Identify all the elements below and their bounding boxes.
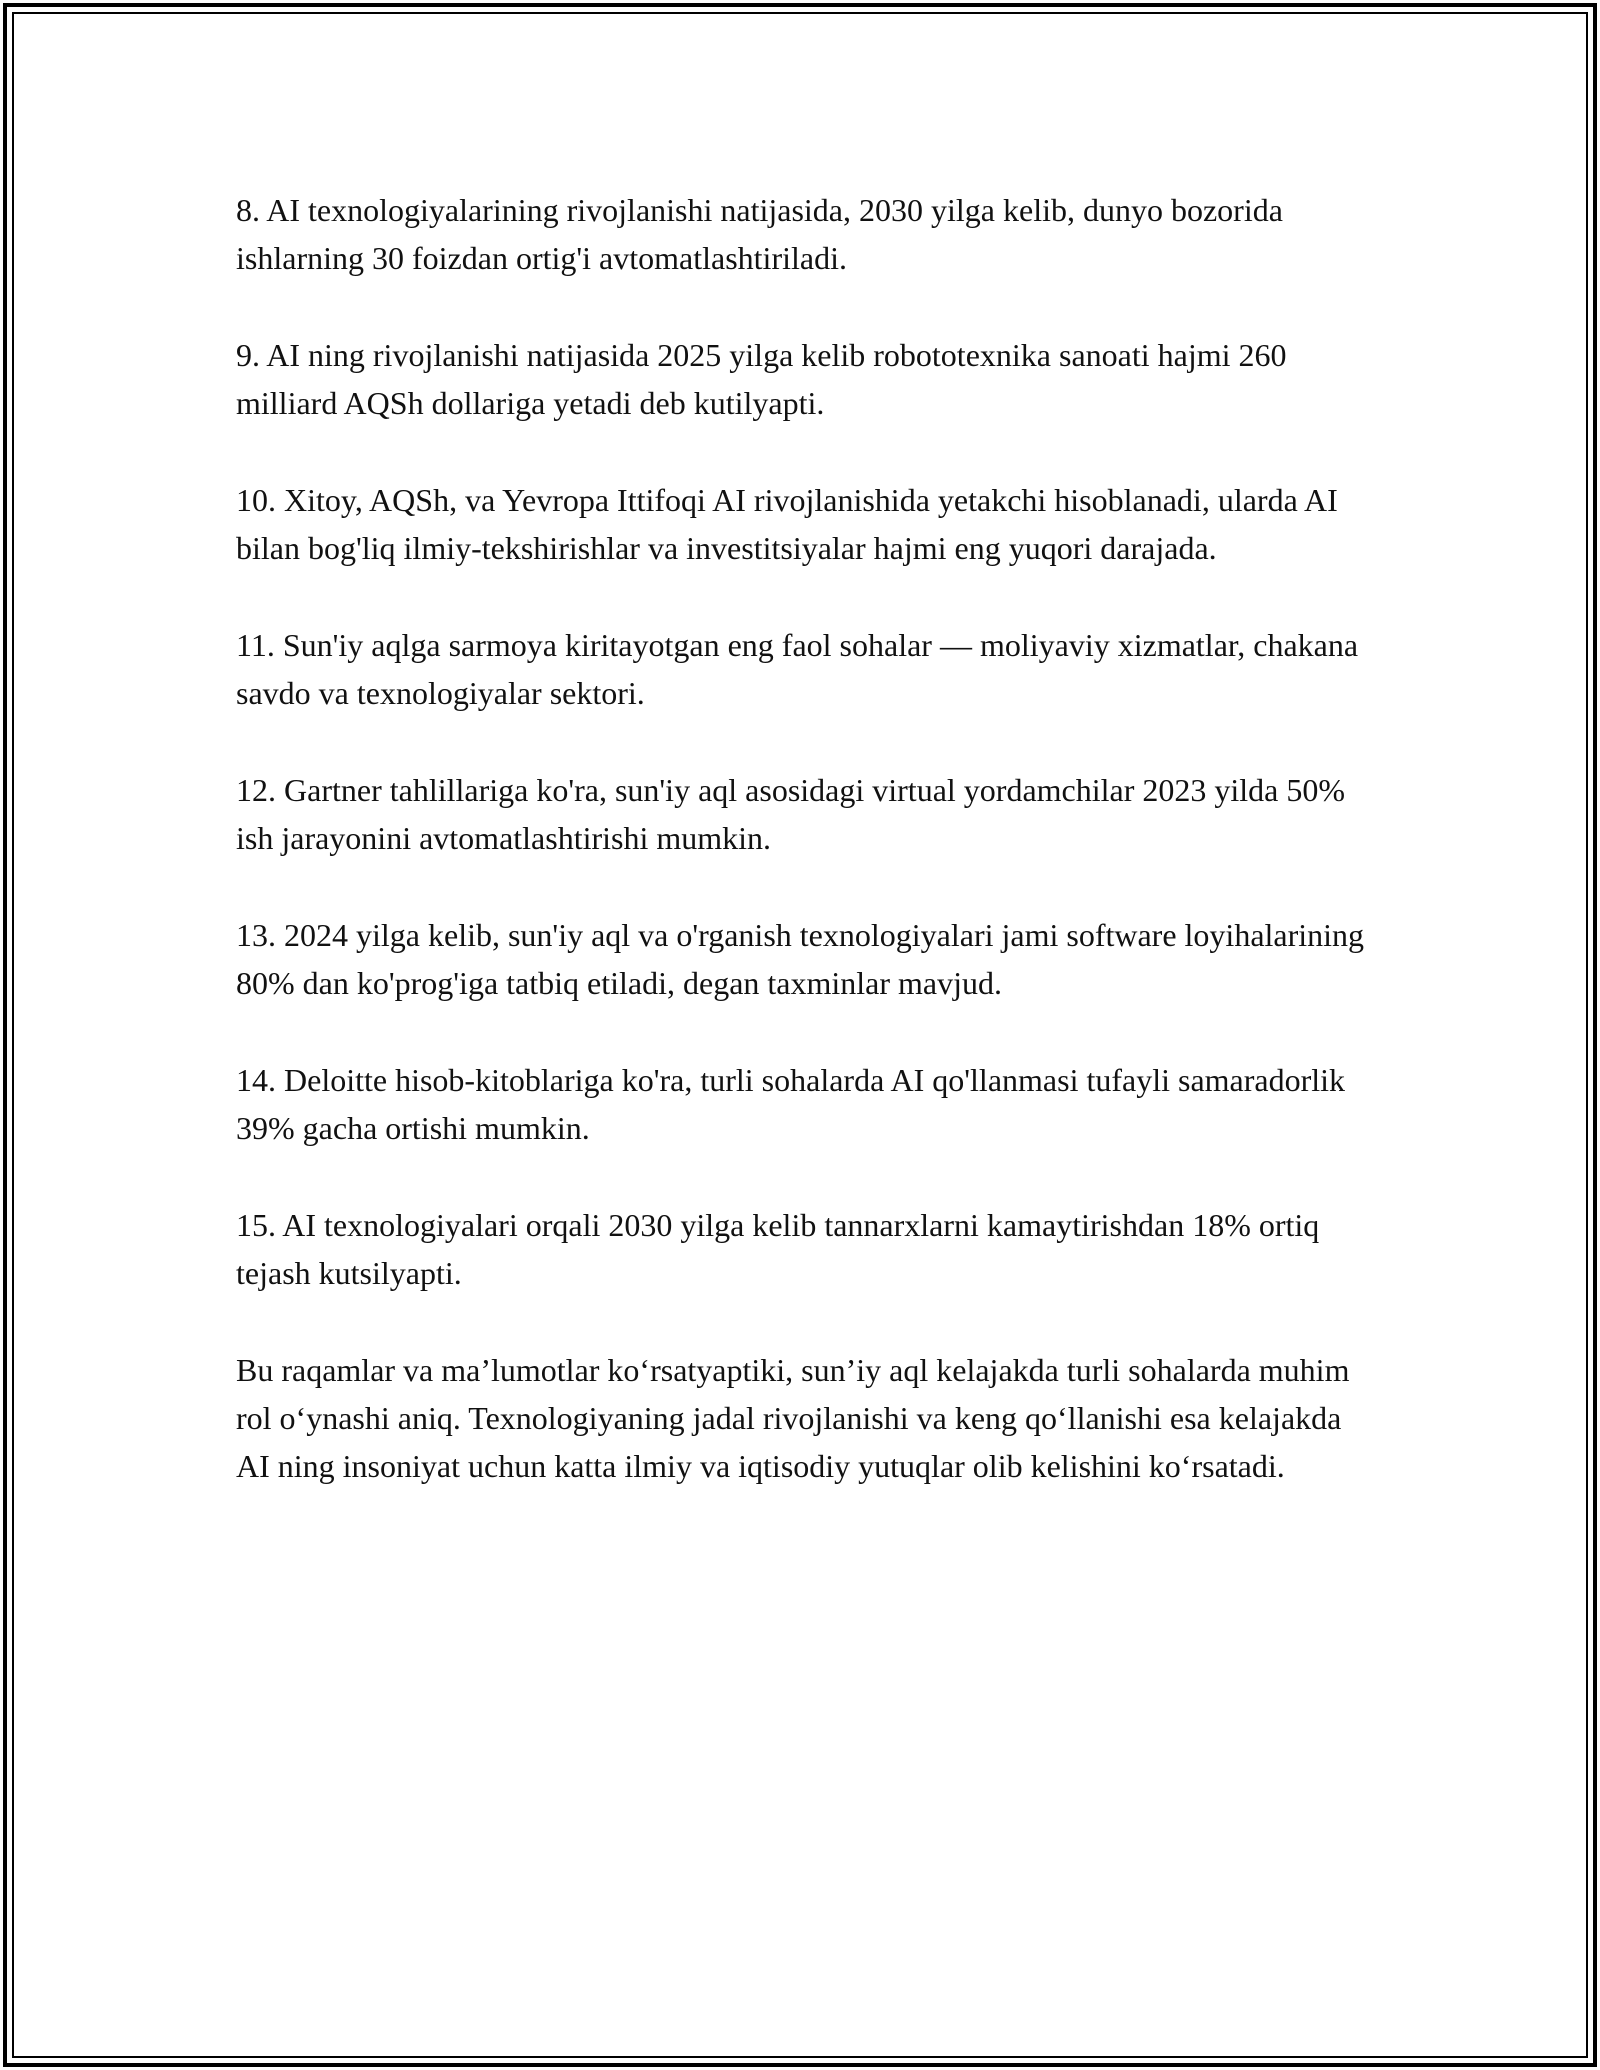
paragraph-item-13: 13. 2024 yilga kelib, sun'iy aql va o'rganish texnologiyalari jami software loyihalarining 80% dan ko'prog'iga tatbiq etiladi, degan taxminlar mavjud. [236, 917, 1365, 1001]
paragraph-item-12: 12. Gartner tahlillariga ko'ra, sun'iy aql asosidagi virtual yordamchilar 2023 yilda 50% ish jarayonini avtomatlashtirishi mumkin. [236, 772, 1346, 856]
paragraph-item-9: 9. AI ning rivojlanishi natijasida 2025 yilga kelib robototexnika sanoati hajmi 260 milliard AQSh dollariga yetadi deb kutilyapti. [236, 337, 1287, 421]
paragraph-item-14: 14. Deloitte hisob-kitoblariga ko'ra, turli sohalarda AI qo'llanmasi tufayli samaradorlik 39% gacha ortishi mumkin. [236, 1062, 1346, 1146]
paragraph-item-15: 15. AI texnologiyalari orqali 2030 yilga kelib tannarxlarni kamaytirishdan 18% ortiq tejash kutsilyapti. [236, 1207, 1320, 1291]
paragraph-item-11: 11. Sun'iy aqlga sarmoya kiritayotgan eng faol sohalar — moliyaviy xizmatlar, chakana savdo va texnologiyalar sektori. [236, 627, 1359, 711]
paragraph-item-8: 8. AI texnologiyalarining rivojlanishi natijasida, 2030 yilga kelib, dunyo bozorida ishlarning 30 foizdan ortig'i avtomatlashtiriladi. [236, 192, 1283, 276]
document-body [236, 186, 1376, 1539]
paragraph-item-10: 10. Xitoy, AQSh, va Yevropa Ittifoqi AI rivojlanishida yetakchi hisoblanadi, ularda AI bilan bog'liq ilmiy-tekshirishlar va investitsiyalar hajmi eng yuqori darajada. [236, 482, 1338, 566]
conclusion-paragraph: Bu raqamlar va ma’lumotlar ko‘rsatyaptiki, sun’iy aql kelajakda turli sohalarda muhim rol o‘ynashi aniq. Texnologiyaning jadal rivojlanishi va keng qo‘llanishi esa kelajakda AI ning insoniyat uchun katta ilmiy va iqtisodiy yutuqlar olib kelishini ko‘rsatadi. [236, 1352, 1350, 1484]
